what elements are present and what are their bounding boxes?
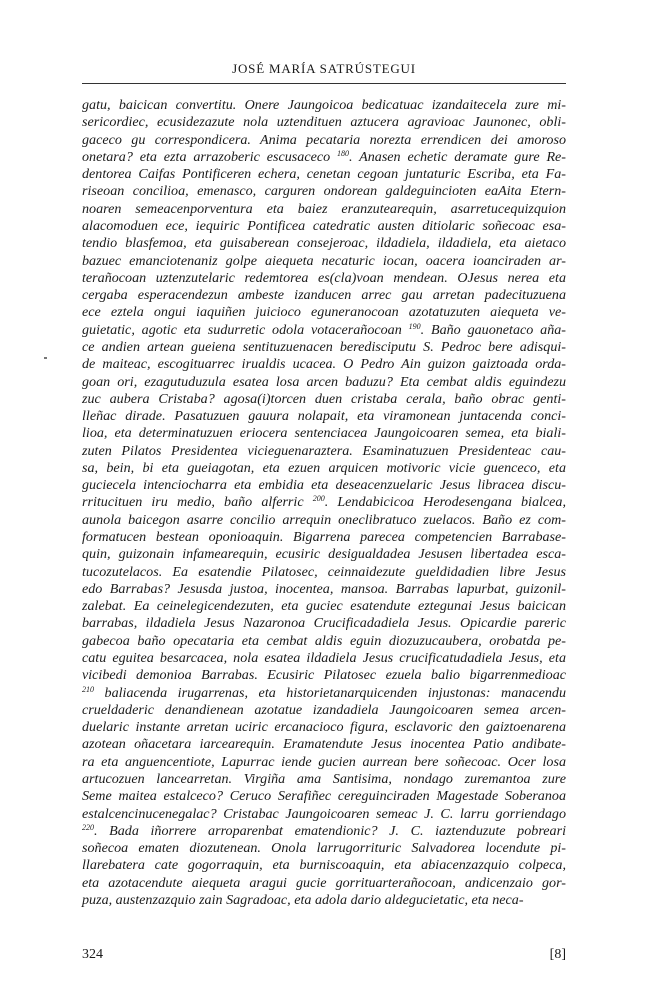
note-reference: 200	[312, 494, 325, 504]
note-reference: 190	[408, 321, 421, 331]
text-line: onetara? eta ezta arrazoberic escusaceco $^{180}$. Anasen echetic deramate gure Re-	[82, 148, 566, 165]
text-line: duelaric instante arretan uciric ercanacioco figura, esclavoric den gaiztoenarena	[82, 719, 566, 736]
text-line: ece eztela ongui iaquiñen juicioco eguneranocoan azotatuzuten aiequeta ve-	[82, 304, 566, 321]
text-line: aunola baicegon asarre concilio arrequin oneclibratuco zuelacos. Baño ez com-	[82, 511, 566, 528]
text-line: ra eta anguencentiote, Lapurrac iende gucien aurrean bere soñecoac. Ocer losa	[82, 753, 566, 770]
running-head: JOSÉ MARÍA SATRÚSTEGUI	[232, 61, 416, 76]
page-number: 324	[82, 947, 103, 962]
text-line: zuten Pilatos Presidentea vicieguenaraztera. Esaminatuzuen Presidenteac cau-	[82, 442, 566, 459]
margin-mark	[44, 357, 47, 359]
text-line: Seme maitea estalceco? Ceruco Serafiñec cereguinciraden Magestade Soberanoa	[82, 788, 566, 805]
text-line: llarebatera cate gogorraquin, eta burniscoaquin, eta abiacenzazquio colpeca,	[82, 857, 566, 874]
text-line: $^{220}$. Bada iñorrere arroparenbat ematendionic? J. C. iaztenduzute pobreari	[82, 822, 566, 839]
text-line: formatucen bestean oponioaquin. Bigarrena parecea competencien Barrabase-	[82, 529, 566, 546]
note-reference: 220	[82, 822, 94, 832]
text-line: barrabas, ildadiela Jesus Nazaronoa Crucificadadiela Jesus. Opicardie pareric	[82, 615, 566, 632]
text-line: zuc aubera Cristaba? agosa(i)torcen duen cristaba cerala, baño obrac genti-	[82, 390, 566, 407]
text-line: crueldaderic denandienean azotatue izandadiela Jaungoicoaren semea arcen-	[82, 701, 566, 718]
note-reference: 210	[82, 684, 94, 694]
text-line: soñecoa ematen diozutenean. Onola larrugorrituric Salvadorea locendute pi-	[82, 840, 566, 857]
note-reference: 180	[337, 148, 349, 158]
text-line: lleñac dirade. Pasatuzuen gauura nolapait, eta viramonean juntacenda conci-	[82, 408, 566, 425]
text-line: gabecoa baño opecataria eta cembat aldis eguin diozuzucaubera, orobatda pe-	[82, 632, 566, 649]
text-line: de maiteac, escogituarrec irualdis ucacea. O Pedro Ain guizon gaiztoada orda-	[82, 356, 566, 373]
text-line: catu eguitea besarcacea, nola esatea ildadiela Jesus crucificatudadiela Jesus, eta	[82, 650, 566, 666]
text-line: gatu, baicican convertitu. Onere Jaungoicoa bedicatuac izandaitecela zure mi-	[82, 97, 566, 113]
text-line: eta azotacendute aiequeta aragui gucie gorrituarterañocoan, andicenzaio gor-	[82, 874, 566, 891]
text-line: guciecela intenciocharra eta embidia eta deseacenzuelaric Jesus libracea discu-	[82, 477, 566, 494]
text-line: $^{210}$ baliacenda irugarrenas, eta historietanarquicenden injustonas: manacendu	[82, 684, 566, 701]
text-line: cergaba esperacendezun ambeste izanducen arrec gau arretan padecituzuena	[82, 287, 566, 304]
text-line: dentorea Caifas Pontificeren echera, cenetan cegoan juntaturic Escriba, eta Fa-	[82, 166, 566, 183]
text-line: rritucituen iru medio, baño alferric $^{200}$. Lendabicicoa Herodesengana bialcea,	[82, 494, 566, 511]
text-line: azotean oñacetara iarcearequin. Eramatendute Jesus inocentea Patio andibate-	[82, 736, 566, 753]
text-line: terañocoan uztenzutelaric redemtorea es(cla)voan mendean. OJesus nerea eta	[82, 269, 566, 286]
text-line: estalcencinucenegalac? Cristabac Jaungoicoaren semeac J. C. larru gorriendago	[82, 805, 566, 822]
text-line: lioa, eta determinatuzuen eriocera sentenciacea Jaungoicoaren semea, eta biali-	[82, 425, 566, 442]
text-line: zalebat. Ea ceinelegicendezuten, eta guciec esatendute eztegunai Jesus baicican	[82, 598, 566, 615]
text-line: guietatic, agotic eta sudurretic odola votacerañocoan $^{190}$. Baño gauonetaco aña-	[82, 321, 566, 338]
text-line: edo Barrabas? Jesusda justoa, inocentea, mansoa. Barrabas lapurbat, guizonil-	[82, 580, 566, 597]
text-line: goan ori, ezagutuduzula esatea losa arcen baduzu? Eta cembat aldis eguindezu	[82, 373, 566, 390]
text-line: quin, guizonain infamearequin, ecusiric desigualdadea Jesusen libertadea esca-	[82, 546, 566, 563]
text-line: noaren semeacenporventura eta baiez eranzutearequin, asarretucequizquion	[82, 200, 566, 217]
text-line: artucozuen lancearretan. Virgiña ama Santisima, nondago zuremantoa zure	[82, 770, 566, 787]
section-number: [8]	[549, 947, 566, 962]
text-line: puza, austenzazquio zain Sagradoac, eta adola dario aldegucietatic, eta neca-	[82, 891, 524, 908]
text-line: sa, bein, bi eta gueiagotan, eta ezuen arquicen motivoric vicie guenceco, eta	[82, 459, 566, 476]
text-line: tucozutelacos. Ea esatendie Pilatosec, ceinnaidezute gueldidadien libre Jesus	[82, 563, 566, 580]
header-rule	[82, 83, 566, 84]
text-line: tendio blasfemoa, eta guisaberean consejeroac, ildadiela, ildadiela, eta aietaco	[82, 235, 566, 252]
text-line: alacomoduen ece, iequiric Pontificea catedratic austen ditiolaric soñecoac esa-	[82, 217, 566, 234]
text-line: vicibedi demonioa Barrabas. Ecusiric Pilatosec ezuela balio bigarrenmedioac	[82, 667, 566, 684]
body-text	[82, 97, 566, 909]
text-line: ce andien artean gueiena sentituzuenacen beredisciputu S. Pedroc bere adisqui-	[82, 338, 566, 355]
text-line: bazuec emanciotenaniz golpe aiequeta necaturic iocan, oacera ioanciraden ar-	[82, 252, 566, 269]
text-line: sericordiec, ecusidezazute nola uztendituen aztucera agravioac Jaunonec, obli-	[82, 114, 566, 131]
text-line: riseoan concilioa, emenasco, carguren ondorean galdeguincioten eaAita Etern-	[82, 183, 566, 200]
text-line: gaceco gu correspondicera. Anima pecataria norezta errendicen dei amoroso	[82, 131, 566, 148]
